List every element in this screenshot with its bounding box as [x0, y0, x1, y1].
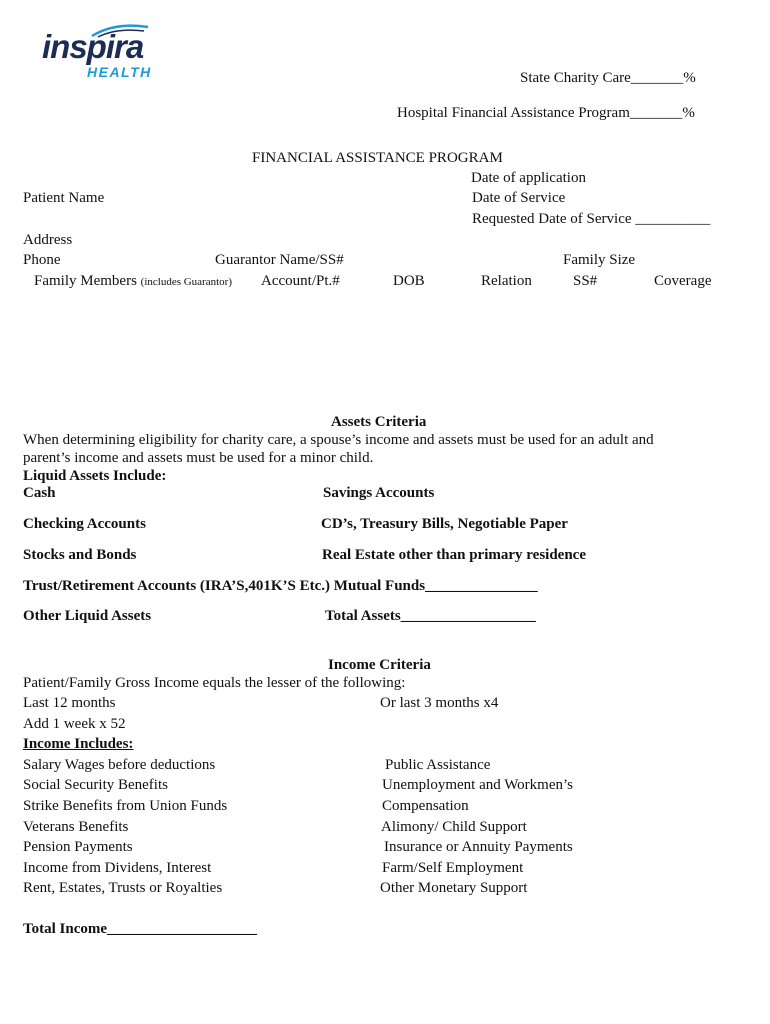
- logo-wordmark: inspira: [42, 28, 144, 65]
- account-header: Account/Pt.#: [261, 273, 340, 289]
- asset-other-liquid: Other Liquid Assets: [23, 608, 152, 624]
- family-members-note: (includes Guarantor): [140, 276, 232, 288]
- inspira-health-logo: [40, 24, 165, 82]
- dob-header: DOB: [393, 273, 425, 289]
- assets-criteria-title: Assets Criteria: [331, 414, 427, 430]
- assets-intro-line-2: parent’s income and assets must be used for a minor child.: [23, 450, 374, 466]
- total-assets-field: Total Assets__________________: [325, 608, 536, 624]
- logo-health-text: HEALTH: [87, 64, 152, 80]
- date-of-application-label: Date of application: [471, 170, 586, 186]
- income-criteria-title: Income Criteria: [328, 657, 431, 673]
- income-item-right: Compensation: [382, 798, 469, 814]
- date-of-service-label: Date of Service: [472, 190, 566, 206]
- asset-checking: Checking Accounts: [23, 516, 146, 532]
- asset-savings: Savings Accounts: [323, 485, 435, 501]
- total-income-field: Total Income____________________: [23, 921, 258, 937]
- income-item-right: Insurance or Annuity Payments: [384, 839, 573, 855]
- family-members-label: Family Members: [34, 273, 137, 289]
- income-item-left: Pension Payments: [23, 839, 133, 855]
- asset-real-estate: Real Estate other than primary residence: [322, 547, 586, 563]
- income-item-left: Income from Dividens, Interest: [23, 860, 212, 876]
- income-item-right: Public Assistance: [385, 757, 491, 773]
- hfap-field: Hospital Financial Assistance Program_______%: [397, 105, 695, 121]
- income-item-right: Unemployment and Workmen’s: [382, 777, 573, 793]
- income-item-right: Other Monetary Support: [380, 880, 528, 896]
- income-item-right: Farm/Self Employment: [382, 860, 524, 876]
- income-item-left: Veterans Benefits: [23, 819, 129, 835]
- asset-cds: CD’s, Treasury Bills, Negotiable Paper: [321, 516, 568, 532]
- asset-cash: Cash: [23, 485, 56, 501]
- patient-name-label: Patient Name: [23, 190, 105, 206]
- address-label: Address: [23, 232, 73, 248]
- income-item-left: Strike Benefits from Union Funds: [23, 798, 228, 814]
- income-item-left: Salary Wages before deductions: [23, 757, 216, 773]
- income-last-3-months: Or last 3 months x4: [380, 695, 499, 711]
- income-intro: Patient/Family Gross Income equals the lesser of the following:: [23, 675, 406, 691]
- relation-header: Relation: [481, 273, 532, 289]
- income-item-left: Rent, Estates, Trusts or Royalties: [23, 880, 223, 896]
- state-charity-care-field: State Charity Care_______%: [520, 70, 696, 86]
- assets-intro-line-1: When determining eligibility for charity care, a spouse’s income and assets must be used for an adult and: [23, 432, 654, 448]
- income-last-12-months: Last 12 months: [23, 695, 116, 711]
- income-item-left: Social Security Benefits: [23, 777, 168, 793]
- form-title: FINANCIAL ASSISTANCE PROGRAM: [252, 150, 503, 166]
- asset-stocks: Stocks and Bonds: [23, 547, 137, 563]
- income-add-week: Add 1 week x 52: [23, 716, 126, 732]
- requested-date-of-service-field: Requested Date of Service __________: [472, 211, 711, 227]
- guarantor-label: Guarantor Name/SS#: [215, 252, 344, 268]
- coverage-header: Coverage: [654, 273, 712, 289]
- phone-label: Phone: [23, 252, 61, 268]
- family-size-label: Family Size: [563, 252, 636, 268]
- ss-header: SS#: [573, 273, 598, 289]
- income-includes-heading: Income Includes:: [23, 736, 134, 752]
- income-item-right: Alimony/ Child Support: [381, 819, 527, 835]
- liquid-assets-heading: Liquid Assets Include:: [23, 468, 167, 484]
- family-members-header: [34, 272, 232, 291]
- asset-trust-retirement: Trust/Retirement Accounts (IRA’S,401K’S Etc.) Mutual Funds_______________: [23, 578, 538, 594]
